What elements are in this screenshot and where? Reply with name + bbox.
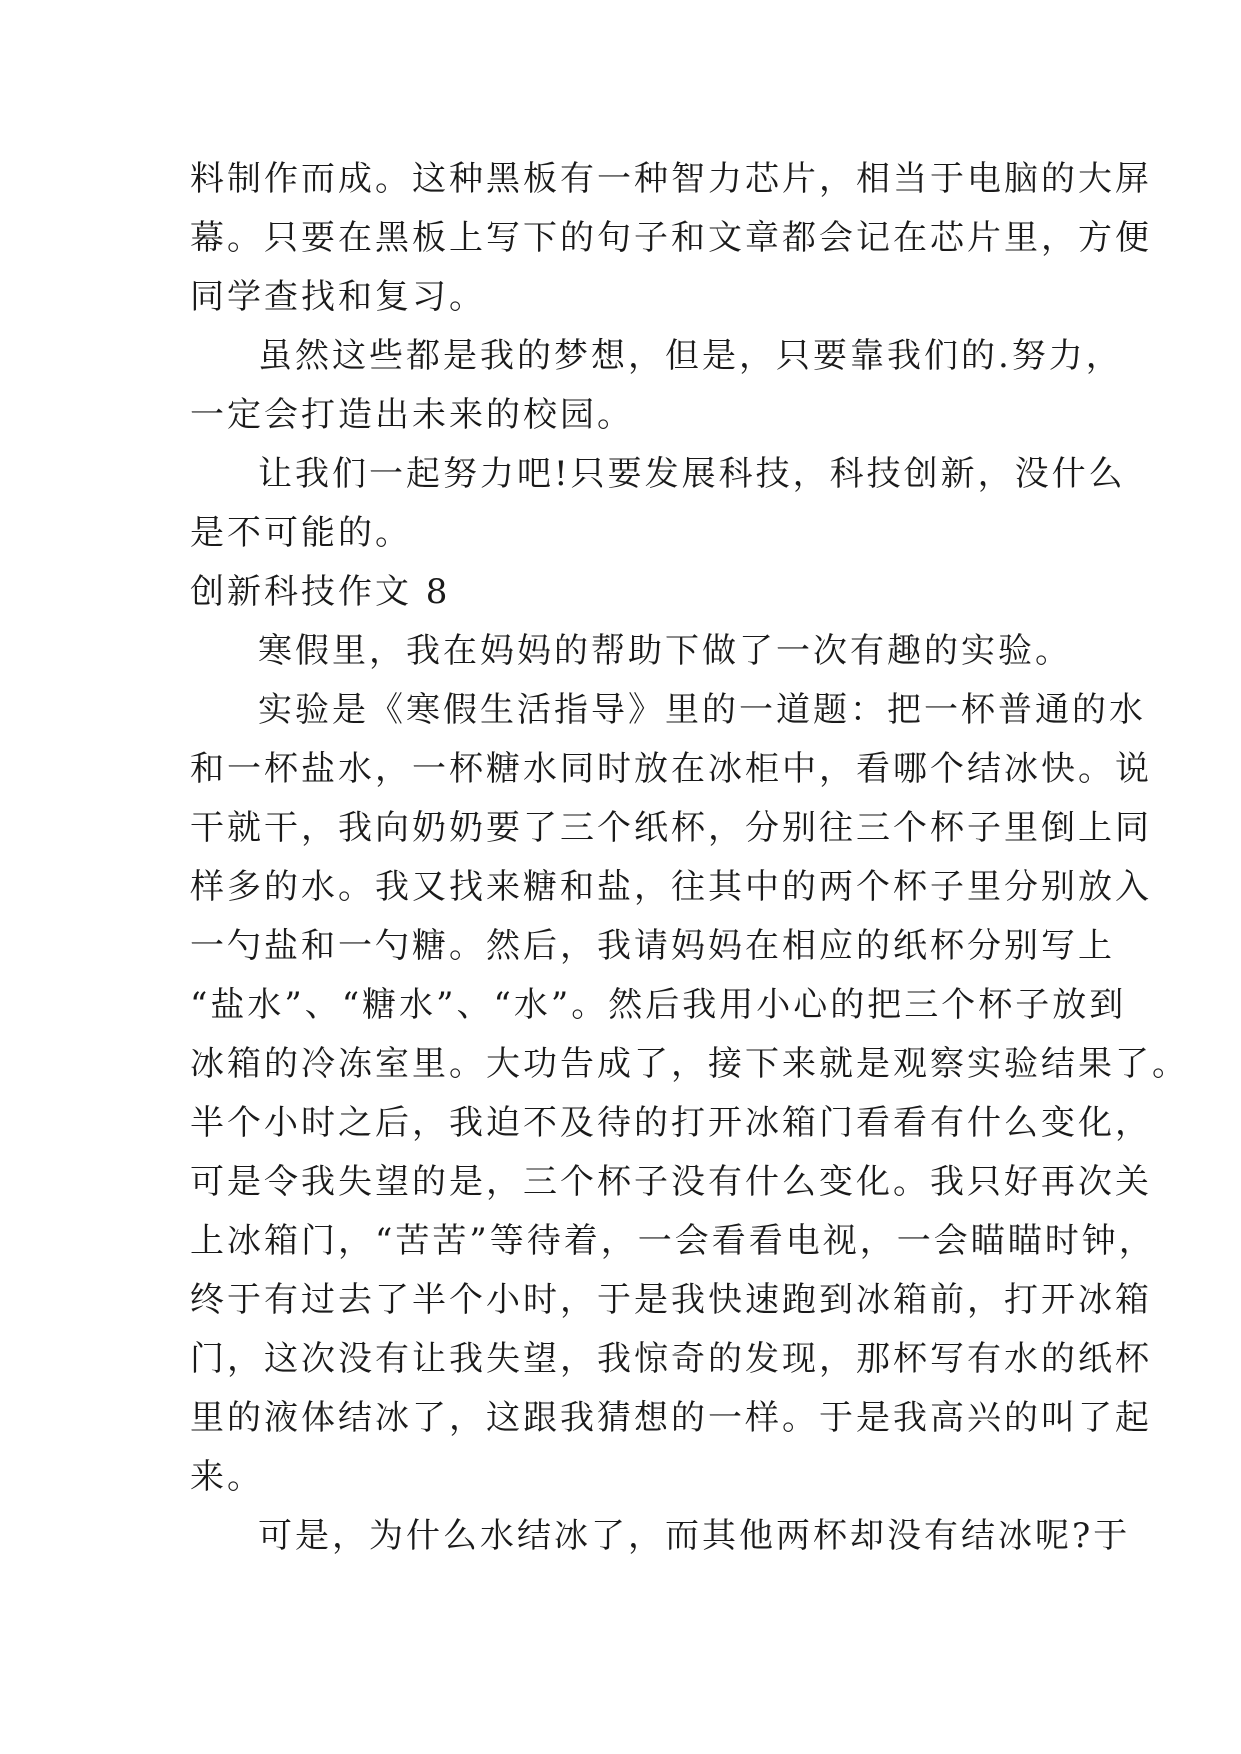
text-line: 来。 — [190, 1457, 264, 1497]
paragraph-start-line: 可是，为什么水结冰了，而其他两杯却没有结冰呢?于 — [258, 1516, 1131, 1556]
text-line: 可是令我失望的是，三个杯子没有什么变化。我只好再次关 — [190, 1162, 1152, 1202]
text-line: 一定会打造出未来的校园。 — [190, 395, 634, 435]
text-line: 和一杯盐水，一杯糖水同时放在冰柜中，看哪个结冰快。说 — [190, 749, 1152, 789]
text-line: 同学查找和复习。 — [190, 277, 486, 317]
text-line: 是不可能的。 — [190, 513, 412, 553]
text-line: 样多的水。我又找来糖和盐，往其中的两个杯子里分别放入 — [190, 867, 1152, 907]
section-heading: 创新科技作文 8 — [190, 572, 451, 612]
paragraph-start-line: 寒假里，我在妈妈的帮助下做了一次有趣的实验。 — [258, 631, 1072, 671]
text-line: 幕。只要在黑板上写下的句子和文章都会记在芯片里，方便 — [190, 218, 1152, 258]
text-line: 半个小时之后，我迫不及待的打开冰箱门看看有什么变化， — [190, 1103, 1152, 1143]
text-line: 干就干，我向奶奶要了三个纸杯，分别往三个杯子里倒上同 — [190, 808, 1152, 848]
text-line: 料制作而成。这种黑板有一种智力芯片，相当于电脑的大屏 — [190, 159, 1152, 199]
text-line: 上冰箱门，“苦苦”等待着，一会看看电视，一会瞄瞄时钟， — [190, 1221, 1156, 1261]
text-line: 一勺盐和一勺糖。然后，我请妈妈在相应的纸杯分别写上 — [190, 926, 1115, 966]
document-body — [190, 150, 1189, 1566]
text-line: 里的液体结冰了，这跟我猜想的一样。于是我高兴的叫了起 — [190, 1398, 1152, 1438]
paragraph-start-line: 虽然这些都是我的梦想，但是，只要靠我们的.努力， — [258, 336, 1123, 376]
text-line: 终于有过去了半个小时，于是我快速跑到冰箱前，打开冰箱 — [190, 1280, 1152, 1320]
paragraph-start-line: 实验是《寒假生活指导》里的一道题：把一杯普通的水 — [258, 690, 1146, 730]
text-line: “盐水”、“糖水”、“水”。然后我用小心的把三个杯子放到 — [190, 985, 1127, 1025]
paragraph-start-line: 让我们一起努力吧!只要发展科技，科技创新，没什么 — [258, 454, 1126, 494]
text-line: 冰箱的冷冻室里。大功告成了，接下来就是观察实验结果了。 — [190, 1044, 1189, 1084]
text-line: 门，这次没有让我失望，我惊奇的发现，那杯写有水的纸杯 — [190, 1339, 1152, 1379]
